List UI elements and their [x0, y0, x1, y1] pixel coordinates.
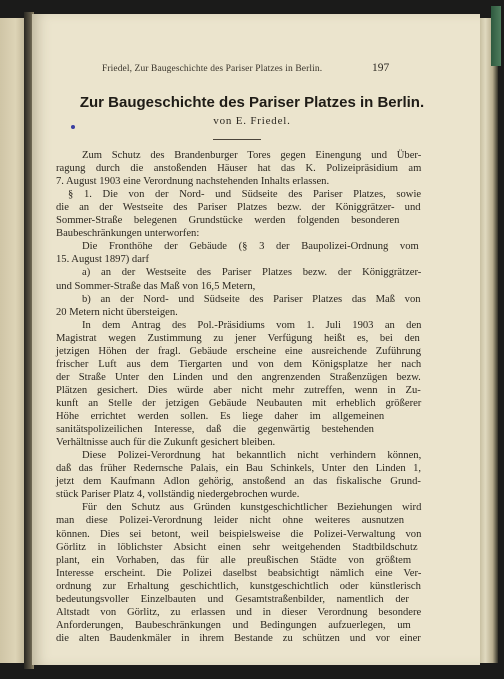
text-line: sanitätspolizeilichen Interesse, daß die gegenwärtig bestehenden: [56, 424, 374, 436]
text-line: jetzigen Höhen der fragl. Gebäude erscheine eine ausreichende Zuführung: [56, 345, 422, 357]
text-line: frischer Luft aus dem Tiergarten und von dem Königsplatze her nach: [56, 358, 422, 370]
ink-dot: [71, 125, 75, 129]
text-line: Magistrat wegen Zustimmung zu jener Verfügung heißt es, bei den: [56, 332, 420, 344]
cover-edge: [491, 6, 501, 66]
text-line: Höhe errichtet werden sollen. Es liege daher im allgemeinen: [56, 411, 385, 422]
text-line: Verhältnisse auch für die Zukunft gesichert bleiben.: [56, 437, 276, 449]
text-line: Görlitz in löblichster Absicht einen sehr weitgehenden Stadtbildschutz: [56, 541, 418, 553]
text-line: die alten Baudenkmäler in ihrem Bestande zu schützen und vor einer: [56, 632, 421, 644]
text-line: Interesse erscheint. Die Polizei daselbst beabsichtigt nämlich eine Ver-: [56, 567, 422, 579]
text-line: jetzt dem Kaufmann Adlon gehörig, anstoßend an das fiskalische Grund-: [56, 476, 421, 488]
text-line: der Straße Unter den Linden und den angrenzenden Straßenzügen bezw.: [56, 371, 421, 383]
text-line: ragung durch die anstoßenden Häuser hat das K. Polizeipräsidium am: [56, 163, 422, 175]
text-line: § 1. Die von der Nord- und Südseite des Pariser Platzes, sowie: [68, 189, 422, 201]
text-line: stück Pariser Platz 4, vollständig niedergebrochen wurde.: [56, 489, 300, 501]
text-line: b) an der Nord- und Südseite des Pariser Platzes das Maß von: [82, 293, 421, 305]
text-line: die an der Westseite des Pariser Platzes bezw. der Königgrätzer- und: [56, 202, 421, 214]
text-line: und Sommer-Straße das Maß von 16,5 Metern,: [56, 280, 256, 292]
text-line: Die Fronthöhe der Gebäude (§ 3 der Baupolizei-Ordnung vom: [82, 241, 419, 253]
text-line: daß das früher Redernsche Palais, ein Bau Schinkels, Unter den Linden 1,: [56, 463, 422, 475]
text-line: ordnung zur Erhaltung geschichtlich, kunstgeschichtlich oder künstlerisch: [56, 580, 421, 592]
text-line: Altstadt von Görlitz, zu erlassen und in dieser Verordnung besondere: [56, 606, 422, 618]
running-head: Friedel, Zur Baugeschichte des Pariser Platzes in Berlin.: [102, 64, 323, 74]
text-line: a) an der Westseite des Pariser Platzes bezw. der Königgrätzer-: [82, 267, 422, 279]
text-line: Anforderungen, Baubeschränkungen und Bedingungen aufzuerlegen, um: [56, 619, 411, 631]
text-line: Zum Schutz des Brandenburger Tores gegen Einengung und Über-: [82, 150, 422, 161]
text-line: Sommer-Straße belegenen Grundstücke werden folgenden besonderen: [56, 215, 400, 227]
text-line: Für den Schutz aus Gründen kunstgeschichtlicher Beziehungen wird: [82, 502, 422, 514]
text-line: Diese Polizei-Verordnung hat bekanntlich nicht verhindern können,: [82, 450, 422, 462]
text-line: kunft an Stelle der jetzigen Gebäude Neubauten mit erheblich größerer: [56, 398, 422, 409]
article-title: Zur Baugeschichte des Pariser Platzes in Berlin.: [79, 94, 425, 111]
text-line: Plätzen gesichert. Dies würde aber nicht mehr zutreffen, wenn in Zu-: [56, 384, 421, 396]
article-author: von E. Friedel.: [213, 115, 291, 127]
text-line: 15. August 1897) darf: [56, 254, 149, 266]
text-line: 20 Metern nicht übersteigen.: [56, 306, 178, 318]
text-line: man diese Polizei-Verordnung leider nicht ohne weiteres ausnutzen: [56, 515, 405, 527]
text-line: bedeutungsvoller Einzelbauten und Gesamtstraßenbilder, namentlich der: [56, 593, 409, 605]
page-number: 197: [372, 62, 390, 74]
text-line: können. Dies sei betont, weil beispielsweise die Polizei-Verwaltung von: [56, 528, 422, 540]
text-line: 7. August 1903 eine Verordnung nachstehenden Inhalts erlassen.: [56, 176, 330, 188]
title-rule: [213, 139, 261, 140]
text-line: Baubeschränkungen unterworfen:: [56, 228, 200, 240]
text-line: In dem Antrag des Pol.-Präsidiums vom 1. Juli 1903 an den: [82, 319, 422, 331]
text-line: plant, ein Vorhaben, das für alle preußischen Städte von größtem: [56, 554, 412, 566]
